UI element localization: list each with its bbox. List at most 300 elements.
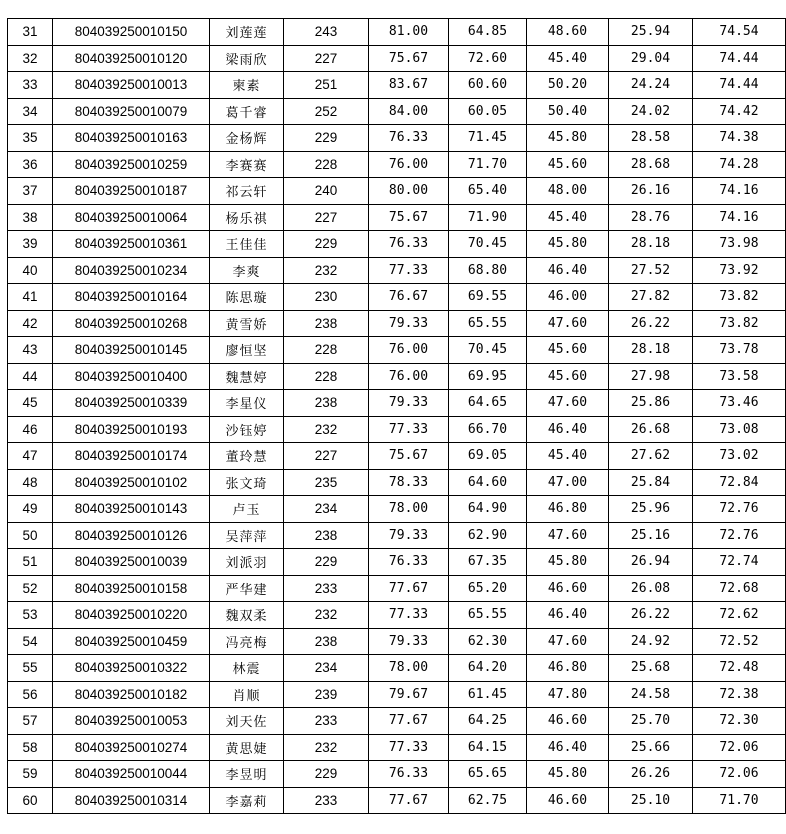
written-cell: 238 [284, 390, 369, 417]
interview-weighted-cell: 24.58 [609, 681, 693, 708]
written-cell: 238 [284, 628, 369, 655]
name-cell: 冯亮梅 [210, 628, 284, 655]
total-cell: 72.30 [693, 708, 786, 735]
written-converted-cell: 81.00 [369, 19, 449, 46]
interview-weighted-cell: 24.24 [609, 72, 693, 99]
interview-weighted-cell: 28.68 [609, 151, 693, 178]
rank-cell: 53 [8, 602, 53, 629]
total-cell: 72.76 [693, 496, 786, 523]
rank-cell: 33 [8, 72, 53, 99]
name-cell: 沙钰婷 [210, 416, 284, 443]
interview-cell: 62.30 [449, 628, 527, 655]
interview-cell: 69.55 [449, 284, 527, 311]
table-row [8, 178, 786, 205]
rank-cell: 39 [8, 231, 53, 258]
interview-cell: 64.25 [449, 708, 527, 735]
written-converted-cell: 79.67 [369, 681, 449, 708]
written-weighted-cell: 47.00 [527, 469, 609, 496]
written-converted-cell: 78.00 [369, 496, 449, 523]
interview-weighted-cell: 27.98 [609, 363, 693, 390]
written-converted-cell: 76.67 [369, 284, 449, 311]
written-cell: 227 [284, 204, 369, 231]
name-cell: 黄思婕 [210, 734, 284, 761]
written-converted-cell: 75.67 [369, 204, 449, 231]
id-cell: 804039250010234 [53, 257, 210, 284]
interview-cell: 65.40 [449, 178, 527, 205]
name-cell: 李嘉莉 [210, 787, 284, 814]
written-weighted-cell: 45.80 [527, 125, 609, 152]
id-cell: 804039250010339 [53, 390, 210, 417]
total-cell: 72.76 [693, 522, 786, 549]
rank-cell: 44 [8, 363, 53, 390]
written-cell: 227 [284, 45, 369, 72]
written-weighted-cell: 48.60 [527, 19, 609, 46]
written-weighted-cell: 45.60 [527, 337, 609, 364]
interview-weighted-cell: 26.94 [609, 549, 693, 576]
total-cell: 73.08 [693, 416, 786, 443]
id-cell: 804039250010143 [53, 496, 210, 523]
written-cell: 229 [284, 761, 369, 788]
written-weighted-cell: 45.80 [527, 549, 609, 576]
score-table [7, 18, 786, 814]
total-cell: 74.38 [693, 125, 786, 152]
id-cell: 804039250010126 [53, 522, 210, 549]
table-row [8, 363, 786, 390]
rank-cell: 32 [8, 45, 53, 72]
written-cell: 232 [284, 602, 369, 629]
interview-cell: 64.15 [449, 734, 527, 761]
written-cell: 232 [284, 416, 369, 443]
name-cell: 林震 [210, 655, 284, 682]
id-cell: 804039250010064 [53, 204, 210, 231]
interview-cell: 69.95 [449, 363, 527, 390]
written-cell: 232 [284, 257, 369, 284]
name-cell: 祁云轩 [210, 178, 284, 205]
id-cell: 804039250010163 [53, 125, 210, 152]
interview-weighted-cell: 25.86 [609, 390, 693, 417]
interview-weighted-cell: 26.22 [609, 602, 693, 629]
rank-cell: 37 [8, 178, 53, 205]
interview-cell: 65.55 [449, 602, 527, 629]
written-cell: 232 [284, 734, 369, 761]
table-row [8, 522, 786, 549]
written-cell: 229 [284, 231, 369, 258]
table-row [8, 628, 786, 655]
table-row [8, 681, 786, 708]
id-cell: 804039250010164 [53, 284, 210, 311]
name-cell: 李星仪 [210, 390, 284, 417]
total-cell: 74.16 [693, 204, 786, 231]
interview-weighted-cell: 27.62 [609, 443, 693, 470]
id-cell: 804039250010053 [53, 708, 210, 735]
total-cell: 74.44 [693, 72, 786, 99]
interview-weighted-cell: 26.26 [609, 761, 693, 788]
name-cell: 张文琦 [210, 469, 284, 496]
rank-cell: 60 [8, 787, 53, 814]
table-row [8, 231, 786, 258]
total-cell: 71.70 [693, 787, 786, 814]
written-cell: 235 [284, 469, 369, 496]
interview-weighted-cell: 29.04 [609, 45, 693, 72]
id-cell: 804039250010400 [53, 363, 210, 390]
id-cell: 804039250010220 [53, 602, 210, 629]
interview-weighted-cell: 26.68 [609, 416, 693, 443]
written-weighted-cell: 45.40 [527, 45, 609, 72]
written-weighted-cell: 50.40 [527, 98, 609, 125]
name-cell: 李爽 [210, 257, 284, 284]
written-cell: 233 [284, 575, 369, 602]
written-cell: 228 [284, 151, 369, 178]
interview-weighted-cell: 27.52 [609, 257, 693, 284]
interview-cell: 69.05 [449, 443, 527, 470]
id-cell: 804039250010102 [53, 469, 210, 496]
table-row [8, 416, 786, 443]
written-weighted-cell: 47.60 [527, 310, 609, 337]
written-cell: 228 [284, 363, 369, 390]
total-cell: 73.02 [693, 443, 786, 470]
total-cell: 72.68 [693, 575, 786, 602]
rank-cell: 31 [8, 19, 53, 46]
interview-weighted-cell: 28.18 [609, 337, 693, 364]
written-converted-cell: 80.00 [369, 178, 449, 205]
rank-cell: 54 [8, 628, 53, 655]
interview-cell: 64.60 [449, 469, 527, 496]
total-cell: 72.84 [693, 469, 786, 496]
rank-cell: 50 [8, 522, 53, 549]
name-cell: 魏双柔 [210, 602, 284, 629]
written-converted-cell: 77.67 [369, 787, 449, 814]
id-cell: 804039250010187 [53, 178, 210, 205]
total-cell: 72.38 [693, 681, 786, 708]
table-row [8, 602, 786, 629]
written-weighted-cell: 48.00 [527, 178, 609, 205]
interview-cell: 67.35 [449, 549, 527, 576]
total-cell: 72.06 [693, 761, 786, 788]
interview-weighted-cell: 25.68 [609, 655, 693, 682]
id-cell: 804039250010150 [53, 19, 210, 46]
id-cell: 804039250010120 [53, 45, 210, 72]
interview-weighted-cell: 25.70 [609, 708, 693, 735]
written-converted-cell: 79.33 [369, 628, 449, 655]
table-row [8, 575, 786, 602]
written-weighted-cell: 45.40 [527, 443, 609, 470]
name-cell: 李赛赛 [210, 151, 284, 178]
id-cell: 804039250010322 [53, 655, 210, 682]
written-weighted-cell: 46.40 [527, 416, 609, 443]
name-cell: 葛千睿 [210, 98, 284, 125]
written-converted-cell: 79.33 [369, 310, 449, 337]
table-row [8, 72, 786, 99]
id-cell: 804039250010079 [53, 98, 210, 125]
interview-weighted-cell: 25.66 [609, 734, 693, 761]
interview-cell: 62.75 [449, 787, 527, 814]
id-cell: 804039250010274 [53, 734, 210, 761]
interview-cell: 64.85 [449, 19, 527, 46]
written-weighted-cell: 47.60 [527, 628, 609, 655]
interview-cell: 71.45 [449, 125, 527, 152]
total-cell: 73.46 [693, 390, 786, 417]
written-weighted-cell: 47.80 [527, 681, 609, 708]
written-converted-cell: 75.67 [369, 443, 449, 470]
rank-cell: 57 [8, 708, 53, 735]
interview-cell: 72.60 [449, 45, 527, 72]
table-row [8, 708, 786, 735]
table-row [8, 761, 786, 788]
rank-cell: 45 [8, 390, 53, 417]
interview-cell: 61.45 [449, 681, 527, 708]
written-weighted-cell: 46.40 [527, 602, 609, 629]
rank-cell: 48 [8, 469, 53, 496]
written-cell: 234 [284, 496, 369, 523]
written-cell: 251 [284, 72, 369, 99]
rank-cell: 52 [8, 575, 53, 602]
total-cell: 72.52 [693, 628, 786, 655]
name-cell: 金杨辉 [210, 125, 284, 152]
rank-cell: 47 [8, 443, 53, 470]
written-weighted-cell: 46.60 [527, 708, 609, 735]
id-cell: 804039250010193 [53, 416, 210, 443]
written-cell: 229 [284, 125, 369, 152]
interview-weighted-cell: 28.18 [609, 231, 693, 258]
name-cell: 刘天佐 [210, 708, 284, 735]
table-row [8, 98, 786, 125]
id-cell: 804039250010459 [53, 628, 210, 655]
total-cell: 73.92 [693, 257, 786, 284]
written-cell: 239 [284, 681, 369, 708]
written-converted-cell: 76.33 [369, 125, 449, 152]
name-cell: 卢玉 [210, 496, 284, 523]
written-cell: 233 [284, 787, 369, 814]
total-cell: 74.42 [693, 98, 786, 125]
table-row [8, 549, 786, 576]
written-cell: 243 [284, 19, 369, 46]
written-cell: 229 [284, 549, 369, 576]
rank-cell: 38 [8, 204, 53, 231]
interview-cell: 60.05 [449, 98, 527, 125]
written-cell: 233 [284, 708, 369, 735]
interview-weighted-cell: 27.82 [609, 284, 693, 311]
interview-weighted-cell: 28.76 [609, 204, 693, 231]
written-converted-cell: 75.67 [369, 45, 449, 72]
rank-cell: 43 [8, 337, 53, 364]
written-weighted-cell: 46.40 [527, 257, 609, 284]
score-table-body [8, 19, 786, 814]
interview-cell: 64.20 [449, 655, 527, 682]
interview-weighted-cell: 24.02 [609, 98, 693, 125]
written-converted-cell: 76.00 [369, 151, 449, 178]
name-cell: 廖恒坚 [210, 337, 284, 364]
written-cell: 252 [284, 98, 369, 125]
name-cell: 吴萍萍 [210, 522, 284, 549]
table-row [8, 337, 786, 364]
written-weighted-cell: 46.60 [527, 787, 609, 814]
interview-cell: 70.45 [449, 231, 527, 258]
name-cell: 李昱明 [210, 761, 284, 788]
name-cell: 黄雪娇 [210, 310, 284, 337]
written-weighted-cell: 46.00 [527, 284, 609, 311]
table-row [8, 655, 786, 682]
written-cell: 234 [284, 655, 369, 682]
written-converted-cell: 76.00 [369, 363, 449, 390]
total-cell: 74.28 [693, 151, 786, 178]
written-converted-cell: 76.33 [369, 549, 449, 576]
table-row [8, 284, 786, 311]
rank-cell: 42 [8, 310, 53, 337]
rank-cell: 59 [8, 761, 53, 788]
written-converted-cell: 77.33 [369, 257, 449, 284]
interview-weighted-cell: 26.22 [609, 310, 693, 337]
written-converted-cell: 77.33 [369, 734, 449, 761]
written-cell: 227 [284, 443, 369, 470]
written-weighted-cell: 47.60 [527, 390, 609, 417]
interview-weighted-cell: 25.10 [609, 787, 693, 814]
written-converted-cell: 77.67 [369, 575, 449, 602]
id-cell: 804039250010145 [53, 337, 210, 364]
written-cell: 240 [284, 178, 369, 205]
total-cell: 72.74 [693, 549, 786, 576]
table-row [8, 310, 786, 337]
table-row [8, 151, 786, 178]
written-converted-cell: 76.00 [369, 337, 449, 364]
written-weighted-cell: 46.80 [527, 655, 609, 682]
id-cell: 804039250010158 [53, 575, 210, 602]
table-row [8, 469, 786, 496]
table-row [8, 125, 786, 152]
interview-weighted-cell: 25.16 [609, 522, 693, 549]
id-cell: 804039250010174 [53, 443, 210, 470]
rank-cell: 58 [8, 734, 53, 761]
rank-cell: 34 [8, 98, 53, 125]
interview-cell: 65.55 [449, 310, 527, 337]
written-converted-cell: 79.33 [369, 522, 449, 549]
written-weighted-cell: 46.80 [527, 496, 609, 523]
total-cell: 73.82 [693, 284, 786, 311]
written-converted-cell: 77.33 [369, 602, 449, 629]
written-weighted-cell: 47.60 [527, 522, 609, 549]
name-cell: 柬素 [210, 72, 284, 99]
rank-cell: 56 [8, 681, 53, 708]
id-cell: 804039250010044 [53, 761, 210, 788]
interview-weighted-cell: 25.96 [609, 496, 693, 523]
written-weighted-cell: 45.60 [527, 363, 609, 390]
table-row [8, 390, 786, 417]
total-cell: 73.82 [693, 310, 786, 337]
interview-cell: 71.70 [449, 151, 527, 178]
written-weighted-cell: 45.40 [527, 204, 609, 231]
written-converted-cell: 79.33 [369, 390, 449, 417]
written-converted-cell: 83.67 [369, 72, 449, 99]
interview-weighted-cell: 25.94 [609, 19, 693, 46]
name-cell: 杨乐祺 [210, 204, 284, 231]
id-cell: 804039250010314 [53, 787, 210, 814]
total-cell: 73.98 [693, 231, 786, 258]
written-cell: 230 [284, 284, 369, 311]
written-weighted-cell: 46.40 [527, 734, 609, 761]
written-weighted-cell: 45.60 [527, 151, 609, 178]
interview-cell: 68.80 [449, 257, 527, 284]
name-cell: 王佳佳 [210, 231, 284, 258]
name-cell: 刘派羽 [210, 549, 284, 576]
written-converted-cell: 77.33 [369, 416, 449, 443]
interview-cell: 65.20 [449, 575, 527, 602]
interview-cell: 60.60 [449, 72, 527, 99]
written-weighted-cell: 50.20 [527, 72, 609, 99]
rank-cell: 51 [8, 549, 53, 576]
total-cell: 73.58 [693, 363, 786, 390]
id-cell: 804039250010268 [53, 310, 210, 337]
total-cell: 74.44 [693, 45, 786, 72]
interview-cell: 71.90 [449, 204, 527, 231]
interview-weighted-cell: 25.84 [609, 469, 693, 496]
interview-weighted-cell: 26.16 [609, 178, 693, 205]
name-cell: 梁雨欣 [210, 45, 284, 72]
rank-cell: 40 [8, 257, 53, 284]
name-cell: 董玲慧 [210, 443, 284, 470]
name-cell: 魏慧婷 [210, 363, 284, 390]
rank-cell: 49 [8, 496, 53, 523]
name-cell: 严华建 [210, 575, 284, 602]
id-cell: 804039250010259 [53, 151, 210, 178]
rank-cell: 35 [8, 125, 53, 152]
written-converted-cell: 78.33 [369, 469, 449, 496]
name-cell: 刘莲莲 [210, 19, 284, 46]
written-converted-cell: 76.33 [369, 231, 449, 258]
table-row [8, 443, 786, 470]
interview-cell: 64.90 [449, 496, 527, 523]
interview-cell: 62.90 [449, 522, 527, 549]
written-cell: 228 [284, 337, 369, 364]
table-row [8, 204, 786, 231]
interview-weighted-cell: 26.08 [609, 575, 693, 602]
table-row [8, 45, 786, 72]
written-weighted-cell: 46.60 [527, 575, 609, 602]
written-weighted-cell: 45.80 [527, 761, 609, 788]
table-row [8, 257, 786, 284]
interview-cell: 70.45 [449, 337, 527, 364]
table-row [8, 787, 786, 814]
written-converted-cell: 84.00 [369, 98, 449, 125]
rank-cell: 36 [8, 151, 53, 178]
total-cell: 72.48 [693, 655, 786, 682]
table-row [8, 19, 786, 46]
interview-weighted-cell: 24.92 [609, 628, 693, 655]
written-cell: 238 [284, 522, 369, 549]
rank-cell: 55 [8, 655, 53, 682]
interview-cell: 64.65 [449, 390, 527, 417]
name-cell: 肖顺 [210, 681, 284, 708]
total-cell: 74.16 [693, 178, 786, 205]
interview-cell: 65.65 [449, 761, 527, 788]
written-converted-cell: 76.33 [369, 761, 449, 788]
id-cell: 804039250010013 [53, 72, 210, 99]
written-converted-cell: 78.00 [369, 655, 449, 682]
interview-cell: 66.70 [449, 416, 527, 443]
table-row [8, 496, 786, 523]
rank-cell: 41 [8, 284, 53, 311]
table-row [8, 734, 786, 761]
written-converted-cell: 77.67 [369, 708, 449, 735]
id-cell: 804039250010361 [53, 231, 210, 258]
written-weighted-cell: 45.80 [527, 231, 609, 258]
total-cell: 72.62 [693, 602, 786, 629]
name-cell: 陈思璇 [210, 284, 284, 311]
total-cell: 72.06 [693, 734, 786, 761]
id-cell: 804039250010039 [53, 549, 210, 576]
total-cell: 73.78 [693, 337, 786, 364]
written-cell: 238 [284, 310, 369, 337]
id-cell: 804039250010182 [53, 681, 210, 708]
interview-weighted-cell: 28.58 [609, 125, 693, 152]
